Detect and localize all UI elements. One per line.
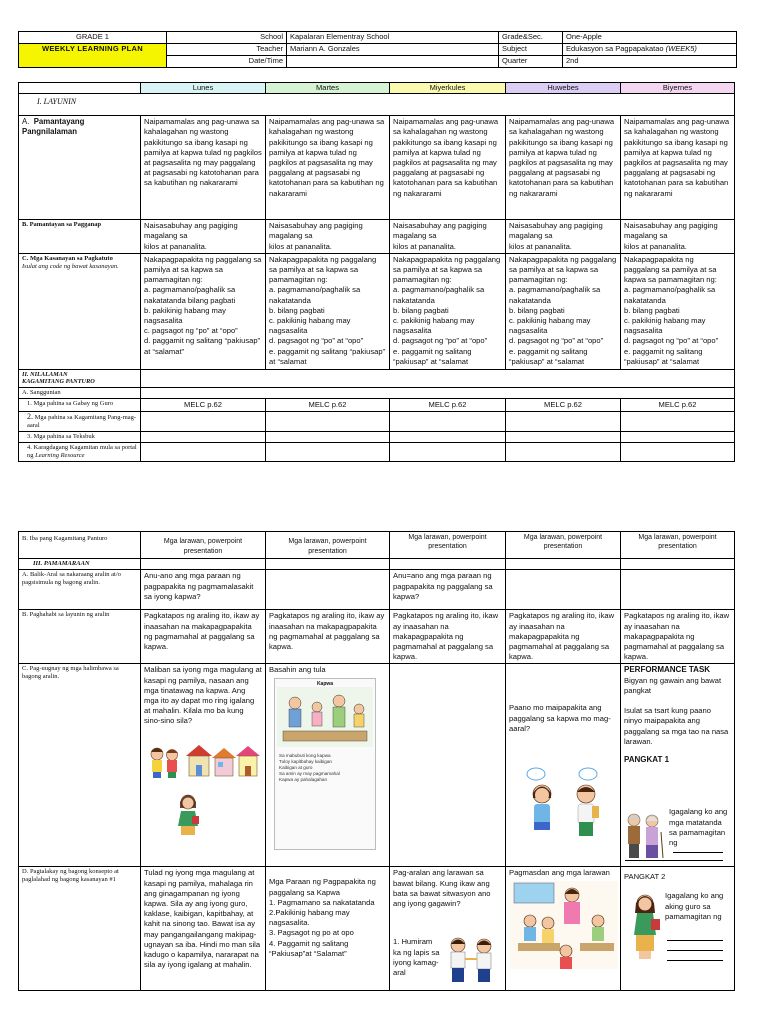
pagtalakay-huwebes <box>506 867 621 991</box>
kasanayan-title: C. Mga Kasanayan sa Pagkatuto <box>22 254 113 262</box>
plan-table-1 <box>18 82 735 462</box>
kag-biyernes <box>621 412 735 432</box>
melc-lunes: MELC p.62 <box>141 398 266 411</box>
class-student-body-4 <box>560 957 572 969</box>
pupil-body-2 <box>477 953 491 969</box>
pag-uugnay-biyernes <box>621 664 735 867</box>
class-student-body-3 <box>592 927 604 941</box>
class-student-body-1 <box>524 927 536 941</box>
poem-card <box>274 678 376 850</box>
classroom-illustration <box>510 881 618 969</box>
pangnilalaman-martes: Naipamamalas ang pag-unawa sa kahalagahan ng wastong pakikitungo sa ibang kasapi ng pamilya at kapwa tulad ng pagkilos at pagsasalita ng may paggalang at pagsasabi ng katotohanan para sa kabutihan ng nakararami <box>266 116 390 220</box>
pagtalakay-biyernes <box>621 867 735 991</box>
guro-book <box>651 919 660 930</box>
pagtalakay-miyerkules-item: 1. Humiram ka ng lapis sa iyong kamag-aral <box>393 937 440 978</box>
pam-lunes <box>141 559 266 570</box>
pag-uugnay-lunes-text: Maliban sa iyong mga magulang at kasapi ng pamilya, nasaan ang mga tinatawag na kapwa. Ang mga ito ay dapat mo ring igalang at mahalin. Kilala mo ba kung sino-sino sila? <box>144 665 262 726</box>
row-label-pamamaraan: III. PAMAMARAAN <box>19 559 141 570</box>
speech-bubble-2 <box>579 768 597 780</box>
elder-cane <box>661 832 663 858</box>
paghahabi-martes: Pagkatapos ng araling ito, ikaw ay inaasahan na makapagpapakita ng pagmamahal at paggalang sa kapwa. <box>266 610 390 664</box>
row-label-kagamitang-pang-mag-aaral <box>19 412 141 432</box>
kag-huwebes <box>506 412 621 432</box>
kid-legs-2 <box>168 772 176 778</box>
family-head-3 <box>333 695 345 707</box>
row-label-pag-uugnay: C. Pag-uugnay ng mga halimbawa sa bagong aralin. <box>19 664 141 867</box>
kagamitan-huwebes: Mga larawan, powerpoint presentation <box>506 532 621 559</box>
pam-martes <box>266 559 390 570</box>
pagganap-biyernes: Naisasabuhay ang pagiging magalang sa kilos at pananalita. <box>621 220 735 254</box>
pagganap-martes: Naisasabuhay ang pagiging magalang sa kilos at pananalita. <box>266 220 390 254</box>
grade-label: GRADE 1 <box>19 32 167 44</box>
balik-aral-biyernes <box>621 570 735 610</box>
house-roof-2 <box>212 748 236 758</box>
class-student-body-2 <box>542 929 554 943</box>
teacher-illustration <box>625 891 665 961</box>
teks-miyerkules <box>390 432 506 443</box>
pangkat-1-title: PANGKAT 1 <box>624 755 670 765</box>
pangnilalaman-lunes: Naipamamalas ang pag-unawa sa kahalagahan ng wastong pakikitungo sa ibang kasapi ng pamilya at kapwa tulad ng pagkilos at pagsasalita ng may paggalang at pagsasabi ng katotohanan para sa kabutihan ng nakararami <box>141 116 266 220</box>
lr-miyerkules <box>390 443 506 462</box>
teks-martes <box>266 432 390 443</box>
house-wall-2 <box>215 758 233 776</box>
pagtalakay-miyerkules <box>390 867 506 991</box>
pagtalakay-miyerkules-text: Pag-aralan ang larawan sa bawat bilang. Kung ikaw ang bata sa bawat sitwasyon ano ang iyong gagawin? <box>393 868 491 909</box>
student-body-2 <box>578 804 594 824</box>
pangkat-1-blank-1 <box>673 852 723 853</box>
kasanayan-lunes: Nakapagpapakita ng paggalang sa pamilya at sa kapwa sa pamamagitan ng: a. pagmamano/paghalik sa nakatatanda bilang pagbati b. pakikinig habang may nagsasalita c. pagsagot ng “po” at “opo” d. paggamit ng salitang “pakiusap” at “salamat” <box>141 253 266 369</box>
datetime-value <box>287 56 499 68</box>
kagamitan-miyerkules: Mga larawan, powerpoint presentation <box>390 532 506 559</box>
pam-miyerkules <box>390 559 506 570</box>
kasanayan-huwebes: Nakapagpapakita ng paggalang sa pamilya at sa kapwa sa pamamagitan ng: a. pagmamano/paghalik sa nakatatanda b. bilang pagbati c. pakikinig habang may nagsasalita d. pagsagot ng “po” at “opo” e. paggamit ng salitang “pakiusap” at “salamat <box>506 253 621 369</box>
day-header-martes: Martes <box>266 83 390 94</box>
poem-text: Sa mabubuti kong kapwa Tuloy kapitbahay kaibigan Kaibigan at guro Sa amin ay may pagmamahal Kapwa ay pahalagahan <box>279 752 340 782</box>
teacher-label: Teacher <box>167 44 287 56</box>
balik-aral-huwebes <box>506 570 621 610</box>
student-pants-2 <box>579 822 593 836</box>
family-head-1 <box>289 697 301 709</box>
melc-huwebes: MELC p.62 <box>506 398 621 411</box>
elder-body-1 <box>628 826 640 844</box>
gradesec-value: One-Apple <box>563 32 737 44</box>
kag-miyerkules <box>390 412 506 432</box>
student-body-1 <box>534 804 550 824</box>
sanggunian-value <box>141 387 735 398</box>
pag-uugnay-martes <box>266 664 390 867</box>
kagamitang-text: Mga pahina sa Kagamitang Pang-mag-aaral <box>27 414 137 430</box>
melc-martes: MELC p.62 <box>266 398 390 411</box>
class-student-head-2 <box>542 917 554 929</box>
elder-skirt-2 <box>646 845 658 858</box>
subject-value <box>563 44 737 56</box>
teacher-head-front <box>183 798 194 809</box>
house-door-3 <box>245 766 251 776</box>
nilalaman-value <box>141 369 735 387</box>
teks-lunes <box>141 432 266 443</box>
row-label-a-text: Pamantayang Pangnilalaman <box>22 117 85 137</box>
pag-uugnay-martes-text: Basahin ang tula <box>269 665 326 675</box>
class-student-head-4 <box>560 945 572 957</box>
row-label-gabay: 1. Mga pahina sa Gabay ng Guro <box>19 398 141 411</box>
kasanayan-miyerkules: Nakapagpapakita ng paggalang sa pamilya at sa kapwa sa pamamagitan ng: a. pagmamano/paghalik sa nakatatanda b. bilang pagbati c. pakikinig habang may nagsasalita d. pagsagot ng “po” at “opo” e. paggamit ng salitang “pakiusap” at “salamat <box>390 253 506 369</box>
row-label-learning-resource <box>19 443 141 462</box>
house-roof-3 <box>236 746 260 756</box>
pag-uugnay-miyerkules <box>390 664 506 867</box>
quarter-label: Quarter <box>499 56 563 68</box>
kasanayan-biyernes: Nakapagpapakita ng paggalang sa pamilya at sa kapwa sa pamamagitan ng: a. pagmamano/paghalik sa nakatatanda b. bilang pagbati c. pakikinig habang may nagsasalita d. pagsagot ng “po” at “opo” e. paggamit ng salitang “pakiusap” at “salamat <box>621 253 735 369</box>
guro-face <box>639 898 652 911</box>
pam-biyernes <box>621 559 735 570</box>
pagtalakay-huwebes-text: Pagmasdan ang mga larawan <box>509 868 610 878</box>
elder-body-2 <box>646 827 658 845</box>
borrow-pencil-illustration <box>444 935 500 985</box>
balik-aral-martes <box>266 570 390 610</box>
row-label-pagtalakay: D. Pagtalakay ng bagong konsepto at paglalahad ng bagong kasanayan #1 <box>19 867 141 991</box>
row-label-pamantayan-pagganap: B. Pamantayan sa Pagganap <box>19 220 141 254</box>
kagamitan-text: KAGAMITANG PANTURO <box>22 378 95 386</box>
kid-body-2 <box>167 760 177 772</box>
subject-name: Edukasyon sa Pagpapakatao <box>566 44 664 53</box>
family-body-4 <box>354 714 364 727</box>
balik-aral-lunes: Anu-ano ang mga paraan ng pagpapakita ng pagmamalasakit sa iyong kapwa? <box>141 570 266 610</box>
student-skirt-1 <box>534 822 550 830</box>
pupil-body-1 <box>451 952 465 968</box>
kagamitan-martes: Mga larawan, powerpoint presentation <box>266 532 390 559</box>
teacher-value: Mariann A. Gonzales <box>287 44 499 56</box>
family-body-1 <box>289 709 301 727</box>
paghahabi-lunes: Pagkatapos ng araling ito, ikaw ay inaasahan na makapagpapakita ng pagmamahal at paggalang sa kapwa. <box>141 610 266 664</box>
pangkat-2-title: PANGKAT 2 <box>624 872 666 882</box>
pangnilalaman-biyernes: Naipamamalas ang pag-unawa sa kahalagahan ng wastong pakikitungo sa ibang kasapi ng pamilya at kapwa tulad ng pagkilos at pagsasalita ng may paggalang at pagsasabi ng katotohanan para sa kabutihan ng nakararami <box>621 116 735 220</box>
lr-biyernes <box>621 443 735 462</box>
pagganap-lunes: Naisasabuhay ang pagiging magalang sa kilos at pananalita. <box>141 220 266 254</box>
datetime-label: Date/Time <box>167 56 287 68</box>
pag-uugnay-huwebes <box>506 664 621 867</box>
speech-bubble-1 <box>527 768 545 780</box>
teks-huwebes <box>506 432 621 443</box>
student-face-1 <box>535 788 549 802</box>
lr-huwebes <box>506 443 621 462</box>
elder-legs-1 <box>629 844 639 858</box>
family-body-3 <box>333 707 345 727</box>
kag-martes <box>266 412 390 432</box>
melc-biyernes: MELC p.62 <box>621 398 735 411</box>
family-table <box>283 731 367 741</box>
class-desk-1 <box>518 943 560 951</box>
row-label-teksbuk: 3. Mga pahina sa Teksbuk <box>19 432 141 443</box>
house-roof-1 <box>186 745 212 756</box>
pagtalakay-martes: Mga Paraan ng Pagpapakita ng paggalang sa Kapwa 1. Pagmamano sa nakatatanda 2.Pakikinig habang may nagsasalita. 3. Pagsagot ng po at opo 4. Paggamit ng salitang “Pakiusap”at “Salamat” <box>266 867 390 991</box>
family-illustration <box>277 687 373 747</box>
lr-martes <box>266 443 390 462</box>
pag-uugnay-lunes <box>141 664 266 867</box>
pagganap-miyerkules: Naisasabuhay ang pagiging magalang sa kilos at pananalita. <box>390 220 506 254</box>
pangnilalaman-miyerkules: Naipamamalas ang pag-unawa sa kahalagahan ng wastong pakikitungo sa ibang kasapi ng pamilya at kapwa tulad ng pagkilos at pagsasalita ng may paggalang at pagsasabi ng katotohanan para sa kabutihan ng nakararami <box>390 116 506 220</box>
lr-lunes <box>141 443 266 462</box>
day-header-huwebes: Huwebes <box>506 83 621 94</box>
family-head-4 <box>354 704 364 714</box>
teks-biyernes <box>621 432 735 443</box>
class-desk-2 <box>580 943 614 951</box>
house-window-2 <box>218 762 223 767</box>
paghahabi-biyernes: Pagkatapos ng araling ito, ikaw ay inaasahan na makapagpapakita ng pagmamahal at paggalang sa kapwa. <box>621 610 735 664</box>
pangkat-1-text: Igagalang ko ang mga matatanda sa pamamagitan ng <box>669 807 728 848</box>
corner-cell <box>19 83 141 94</box>
pangkat-2-blank-1 <box>667 940 723 941</box>
class-student-head-1 <box>524 915 536 927</box>
gradesec-label: Grade&Sec. <box>499 32 563 44</box>
day-header-lunes: Lunes <box>141 83 266 94</box>
header-table <box>18 31 737 68</box>
balik-aral-miyerkules: Anu=ano ang mga paraan ng pagpapakita ng paggalang sa kapwa? <box>390 570 506 610</box>
row-label-kasanayan <box>19 253 141 369</box>
pagtalakay-lunes: Tulad ng iyong mga magulang at kasapi ng pamilya, mahalaga rin ang ginagampanan ng iyong kapwa. Sila ay ang iyong guro, kaklase, kaibigan, kapitbahay, at kahit na sinong tao. Bawat isa ay may pangangailangang makipag-ugnayan sa iba. Hindi mo man sila kadugo o kapamilya, nararapat na sila ay iyong igalang at mahalin. <box>141 867 266 991</box>
kid-hair-1 <box>151 748 163 752</box>
row-label-paghahabi: B. Paghahabi sa layunin ng aralin <box>19 610 141 664</box>
row-label-iba-pang-kagamitan: B. Iba pang Kagamitang Panturo <box>19 532 141 559</box>
teacher-skirt <box>181 826 195 835</box>
pangkat-2-text: Igagalang ko ang aking guro sa pamamagitan ng <box>665 891 724 921</box>
row-label-nilalaman <box>19 369 141 387</box>
pupil-pants-2 <box>478 969 490 982</box>
school-value: Kapalaran Elementray School <box>287 32 499 44</box>
kagamitan-lunes: Mga larawan, powerpoint presentation <box>141 532 266 559</box>
day-header-biyernes: Biyernes <box>621 83 735 94</box>
day-header-miyerkules: Miyerkules <box>390 83 506 94</box>
pangnilalaman-huwebes: Naipamamalas ang pag-unawa sa kahalagahan ng wastong pakikitungo sa ibang kasapi ng pamilya at kapwa tulad ng pagkilos at pagsasalita ng may paggalang at pagsasabi ng katotohanan para sa kabutihan ng nakararami <box>506 116 621 220</box>
house-door-1 <box>196 765 202 776</box>
guro-legs <box>639 951 651 959</box>
kid-body-1 <box>152 760 162 772</box>
melc-miyerkules: MELC p.62 <box>390 398 506 411</box>
plan-table-2 <box>18 531 735 991</box>
class-student-head-3 <box>592 915 604 927</box>
kasanayan-sub: Isulat ang code ng bawat kasanayan. <box>22 262 119 270</box>
row-label-sanggunian: A. Sanggunian <box>19 387 141 398</box>
student-bag-2 <box>592 806 599 818</box>
quarter-value: 2nd <box>563 56 737 68</box>
kagamitang-num: 2. <box>27 412 33 422</box>
kid-hair-2 <box>166 750 178 754</box>
students-talking-illustration <box>514 764 614 848</box>
row-label-a-letter: A. <box>22 117 30 127</box>
family-body-2 <box>312 712 322 726</box>
lr-text: 4. Karagdagang Kagamitan mula sa portal ng <box>27 444 137 460</box>
family-head-2 <box>312 702 322 712</box>
performance-task-text: Bigyan ng gawain ang bawat pangkat Isulat sa tsart kung paano ninyo maipapakita ang paggalang sa mga tao na nasa larawan. <box>624 675 729 746</box>
guro-skirt <box>636 935 654 951</box>
performance-task-title: PERFORMANCE TASK <box>624 665 711 675</box>
subject-week: (WEEK5) <box>665 44 697 53</box>
section-layunin: I. LAYUNIN <box>19 94 735 116</box>
plan-title: WEEKLY LEARNING PLAN <box>19 44 167 68</box>
pam-huwebes <box>506 559 621 570</box>
pangkat-1-blank-2 <box>625 860 723 861</box>
lr-italic: Learning Resource <box>35 452 85 460</box>
elderly-couple-illustration <box>623 812 665 860</box>
pag-uugnay-huwebes-text: Paano mo maipapakita ang paggalang sa kapwa mo mag-aaral? <box>509 703 611 733</box>
teacher-book <box>192 816 199 824</box>
pangkat-2-blank-3 <box>667 960 723 961</box>
classroom-board <box>514 883 554 903</box>
paghahabi-huwebes: Pagkatapos ng araling ito, ikaw ay inaasahan na makapagpapakita ng pagmamahal at paggalang sa kapwa. <box>506 610 621 664</box>
pagganap-huwebes: Naisasabuhay ang pagiging magalang sa kilos at pananalita. <box>506 220 621 254</box>
pupil-pants-1 <box>452 968 464 982</box>
kag-lunes <box>141 412 266 432</box>
row-label-pamantayang-pangnilalaman <box>19 116 141 220</box>
kids-illustration <box>144 736 262 856</box>
class-teacher-body <box>564 902 580 924</box>
subject-label: Subject <box>499 44 563 56</box>
kasanayan-martes: Nakapagpapakita ng paggalang sa pamilya at sa kapwa sa pamamagitan ng: a. pagmamano/paghalik sa nakatatanda b. bilang pagbati c. pakikinig habang may nagsasalita d. pagsagot ng “po” at “opo” e. paggamit ng salitang “pakiusap” at “salamat <box>266 253 390 369</box>
row-label-balik-aral: A. Balik-Aral sa nakaraang aralin at/o pagsisimula ng bagong aralin. <box>19 570 141 610</box>
nilalaman-text: II. NILALAMAN <box>22 370 68 378</box>
pangkat-2-blank-2 <box>667 950 723 951</box>
kagamitan-biyernes: Mga larawan, powerpoint presentation <box>621 532 735 559</box>
poem-title: Kapwa <box>316 681 334 688</box>
school-label: School <box>167 32 287 44</box>
paghahabi-miyerkules: Pagkatapos ng araling ito, ikaw ay inaasahan na makapagpapakita ng pagmamahal at paggalang sa kapwa. <box>390 610 506 664</box>
kid-legs-1 <box>153 772 161 778</box>
